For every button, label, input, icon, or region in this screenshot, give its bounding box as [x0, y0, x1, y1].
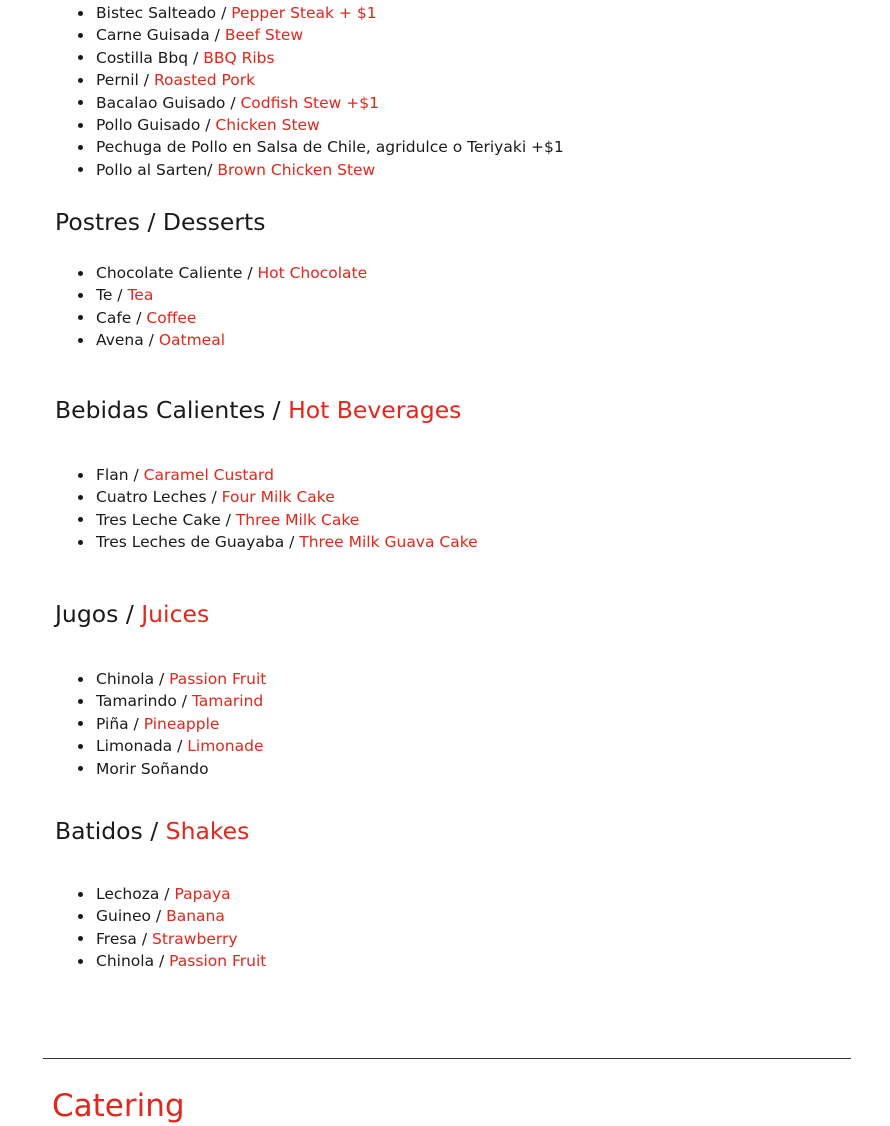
item-name-en: Three Milk Cake — [235, 510, 360, 529]
list-item — [96, 690, 266, 712]
item-name-es: Tres Leche Cake / — [96, 510, 236, 529]
list-item — [96, 928, 266, 950]
item-name-en: Four Milk Cake — [221, 488, 335, 507]
list-item — [96, 136, 564, 158]
item-name-en: Beef Stew — [224, 26, 304, 45]
section-heading-hot-beverages — [55, 395, 461, 425]
item-name-en: Codfish Stew +$1 — [240, 93, 379, 112]
item-name-en: Oatmeal — [158, 331, 226, 350]
item-name-es: Tamarindo / — [96, 692, 192, 711]
section-heading-desserts — [55, 207, 266, 237]
item-name-es: Chocolate Caliente / — [96, 264, 258, 282]
list-item — [96, 307, 367, 329]
section-divider — [43, 1058, 851, 1059]
item-name-es: Chinola / — [96, 952, 170, 971]
item-name-en: Brown Chicken Stew — [217, 160, 376, 179]
list-item — [96, 905, 266, 927]
item-name-es: Pollo al Sarten/ — [96, 160, 218, 179]
mains-list — [96, 2, 564, 181]
item-name-es: Te / — [96, 286, 128, 305]
list-item — [96, 883, 266, 905]
item-name-en: Passion Fruit — [169, 952, 267, 971]
item-name-es: Fresa / — [96, 929, 153, 948]
list-item — [96, 2, 564, 24]
item-name-es: Limonada / — [96, 737, 188, 756]
item-name-en: Pepper Steak + $1 — [231, 4, 377, 22]
section-title-en: Shakes — [165, 817, 250, 845]
item-name-en: Caramel Custard — [143, 466, 274, 484]
item-name-es: Costilla Bbq / — [96, 48, 204, 67]
list-item — [96, 486, 478, 508]
item-name-es: Guineo / — [96, 907, 167, 926]
item-name-en: Passion Fruit — [169, 670, 267, 688]
item-name-en: Strawberry — [152, 929, 238, 948]
item-name-es: Chinola / — [96, 670, 170, 688]
section-title-en: Juices — [141, 600, 210, 628]
item-name-es: Bacalao Guisado / — [96, 93, 241, 112]
list-item — [96, 713, 266, 735]
desserts-list — [96, 262, 367, 352]
item-name-es: Cafe / — [96, 308, 147, 327]
shakes-list — [96, 883, 266, 973]
list-item — [96, 758, 266, 780]
item-name-en: Coffee — [146, 308, 197, 327]
list-item — [96, 159, 564, 181]
item-name-es: Pollo Guisado / — [96, 116, 216, 135]
list-item — [96, 329, 367, 351]
list-item — [96, 464, 478, 486]
item-name-es: Pernil / — [96, 71, 154, 90]
list-item — [96, 284, 367, 306]
juices-list — [96, 668, 266, 780]
list-item — [96, 735, 266, 757]
item-name-es: Flan / — [96, 466, 144, 484]
item-name-en: Banana — [166, 907, 225, 926]
section-heading-shakes — [55, 816, 249, 846]
item-name-es: Avena / — [96, 331, 159, 350]
item-name-en: Hot Chocolate — [257, 264, 368, 282]
list-item — [96, 950, 266, 972]
list-item — [96, 509, 478, 531]
item-name-es: Bistec Salteado / — [96, 4, 232, 22]
section-heading-juices — [55, 599, 209, 629]
item-name-en: Chicken Stew — [215, 116, 320, 135]
item-name-en: Roasted Pork — [153, 71, 256, 90]
item-name-es: Lechoza / — [96, 885, 175, 903]
item-name-es: Pechuga de Pollo en Salsa de Chile, agridulce o Teriyaki +$1 — [96, 138, 564, 157]
item-name-es: Piña / — [96, 714, 144, 733]
item-name-en: Papaya — [174, 885, 231, 903]
item-name-en: Tamarind — [191, 692, 264, 711]
list-item — [96, 69, 564, 91]
item-name-es: Cuatro Leches / — [96, 488, 222, 507]
section-title: Postres / Desserts — [55, 208, 266, 236]
item-name-en: Limonade — [187, 737, 264, 756]
section-title-en: Hot Beverages — [288, 396, 462, 424]
item-name-es: Carne Guisada / — [96, 26, 225, 45]
item-name-en: Three Milk Guava Cake — [299, 533, 478, 552]
section-title-es: Bebidas Calientes / — [55, 396, 289, 424]
item-name-en: Tea — [127, 286, 154, 305]
list-item — [96, 262, 367, 284]
item-name-en: Pineapple — [143, 714, 220, 733]
list-item — [96, 531, 478, 553]
list-item — [96, 114, 564, 136]
hot-beverages-list — [96, 464, 478, 554]
item-name-es: Morir Soñando — [96, 759, 209, 778]
section-title-es: Batidos / — [55, 817, 166, 845]
list-item — [96, 668, 266, 690]
list-item — [96, 47, 564, 69]
list-item — [96, 24, 564, 46]
section-title-es: Jugos / — [55, 600, 142, 628]
item-name-en: BBQ Ribs — [203, 48, 275, 67]
list-item — [96, 92, 564, 114]
item-name-es: Tres Leches de Guayaba / — [96, 533, 300, 552]
catering-heading: Catering — [52, 1088, 185, 1124]
